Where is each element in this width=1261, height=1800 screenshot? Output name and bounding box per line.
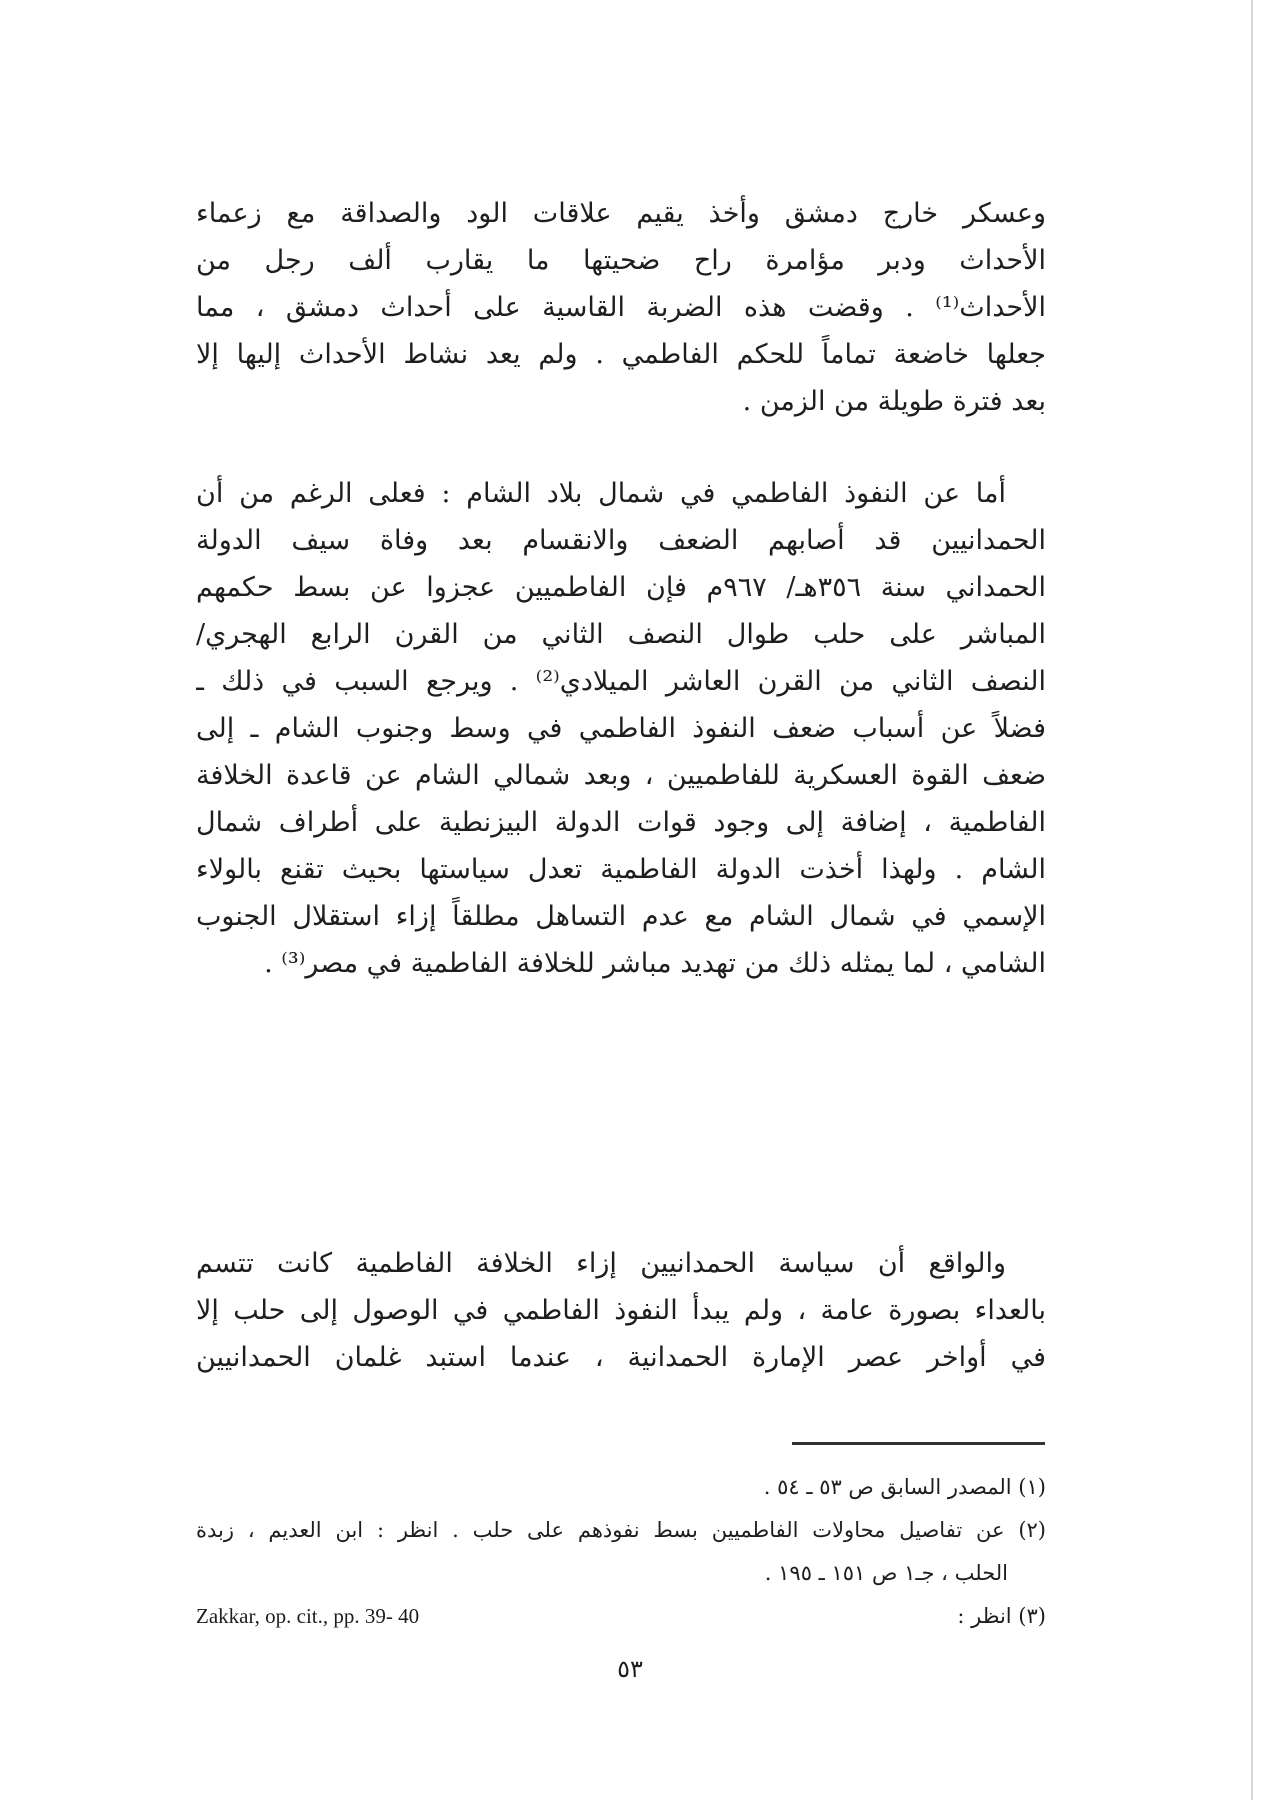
footnote-2: (٢) عن تفاصيل محاولات الفاطميين بسط نفوذهم على حلب . انظر : ابن العديم ، زبدة	[196, 1518, 1046, 1542]
text-line: في أواخر عصر الإمارة الحمدانية ، عندما استبد غلمان الحمدانيين	[196, 1342, 1046, 1373]
text-line: الشامي ، لما يمثله ذلك من تهديد مباشر للخلافة الفاطمية في مصر⁽³⁾ .	[264, 948, 1046, 979]
text-line: الأحداث⁽¹⁾ . وقضت هذه الضربة القاسية على أحداث دمشق ، مما	[196, 292, 1046, 323]
paragraph-3	[196, 1240, 1046, 1381]
footnote-3-citation: Zakkar, op. cit., pp. 39- 40	[196, 1604, 420, 1628]
footnote-3	[196, 1595, 1046, 1638]
text-line: الشام . ولهذا أخذت الدولة الفاطمية تعدل سياستها بحيث تقنع بالولاء	[196, 854, 1046, 885]
footnote-2-continuation: الحلب ، جـ١ ص ١٥١ ـ ١٩٥ .	[764, 1561, 1008, 1585]
text-line: بعد فترة طويلة من الزمن .	[742, 386, 1046, 417]
text-line: الحمداني سنة ٣٥٦هـ/ ٩٦٧م فإن الفاطميين عجزوا عن بسط حكمهم	[196, 572, 1046, 603]
text-line: الحمدانيين قد أصابهم الضعف والانقسام بعد وفاة سيف الدولة	[196, 525, 1046, 556]
text-line: الإسمي في شمال الشام مع عدم التساهل مطلقاً إزاء استقلال الجنوب	[196, 901, 1046, 932]
paragraph-2	[196, 470, 1046, 987]
text-line: الأحداث ودبر مؤامرة راح ضحيتها ما يقارب ألف رجل من	[196, 245, 1046, 276]
text-line: ضعف القوة العسكرية للفاطميين ، وبعد شمالي الشام عن قاعدة الخلافة	[196, 760, 1046, 791]
paragraph-1	[196, 190, 1046, 425]
footnote-1: (١) المصدر السابق ص ٥٣ ـ ٥٤ .	[763, 1475, 1046, 1499]
text-line: أما عن النفوذ الفاطمي في شمال بلاد الشام : فعلى الرغم من أن	[196, 478, 1006, 509]
text-line: فضلاً عن أسباب ضعف النفوذ الفاطمي في وسط وجنوب الشام ـ إلى	[196, 713, 1046, 744]
text-line: الفاطمية ، إضافة إلى وجود قوات الدولة البيزنطية على أطراف شمال	[196, 807, 1046, 838]
footnote-separator	[792, 1442, 1045, 1445]
text-line: جعلها خاضعة تماماً للحكم الفاطمي . ولم يعد نشاط الأحداث إليها إلا	[196, 339, 1046, 370]
text-line: المباشر على حلب طوال النصف الثاني من القرن الرابع الهجري/	[196, 619, 1046, 650]
footnotes	[196, 1466, 1046, 1638]
text-line: النصف الثاني من القرن العاشر الميلادي⁽²⁾ . ويرجع السبب في ذلك ـ	[196, 666, 1046, 697]
page-edge-divider	[1251, 0, 1253, 1800]
text-line: والواقع أن سياسة الحمدانيين إزاء الخلافة الفاطمية كانت تتسم	[196, 1248, 1006, 1279]
page-number: ٥٣	[617, 1655, 643, 1683]
footnote-3-label: (٣) انظر :	[957, 1604, 1046, 1628]
text-line: وعسكر خارج دمشق وأخذ يقيم علاقات الود والصداقة مع زعماء	[196, 198, 1046, 229]
text-line: بالعداء بصورة عامة ، ولم يبدأ النفوذ الفاطمي في الوصول إلى حلب إلا	[196, 1295, 1046, 1326]
